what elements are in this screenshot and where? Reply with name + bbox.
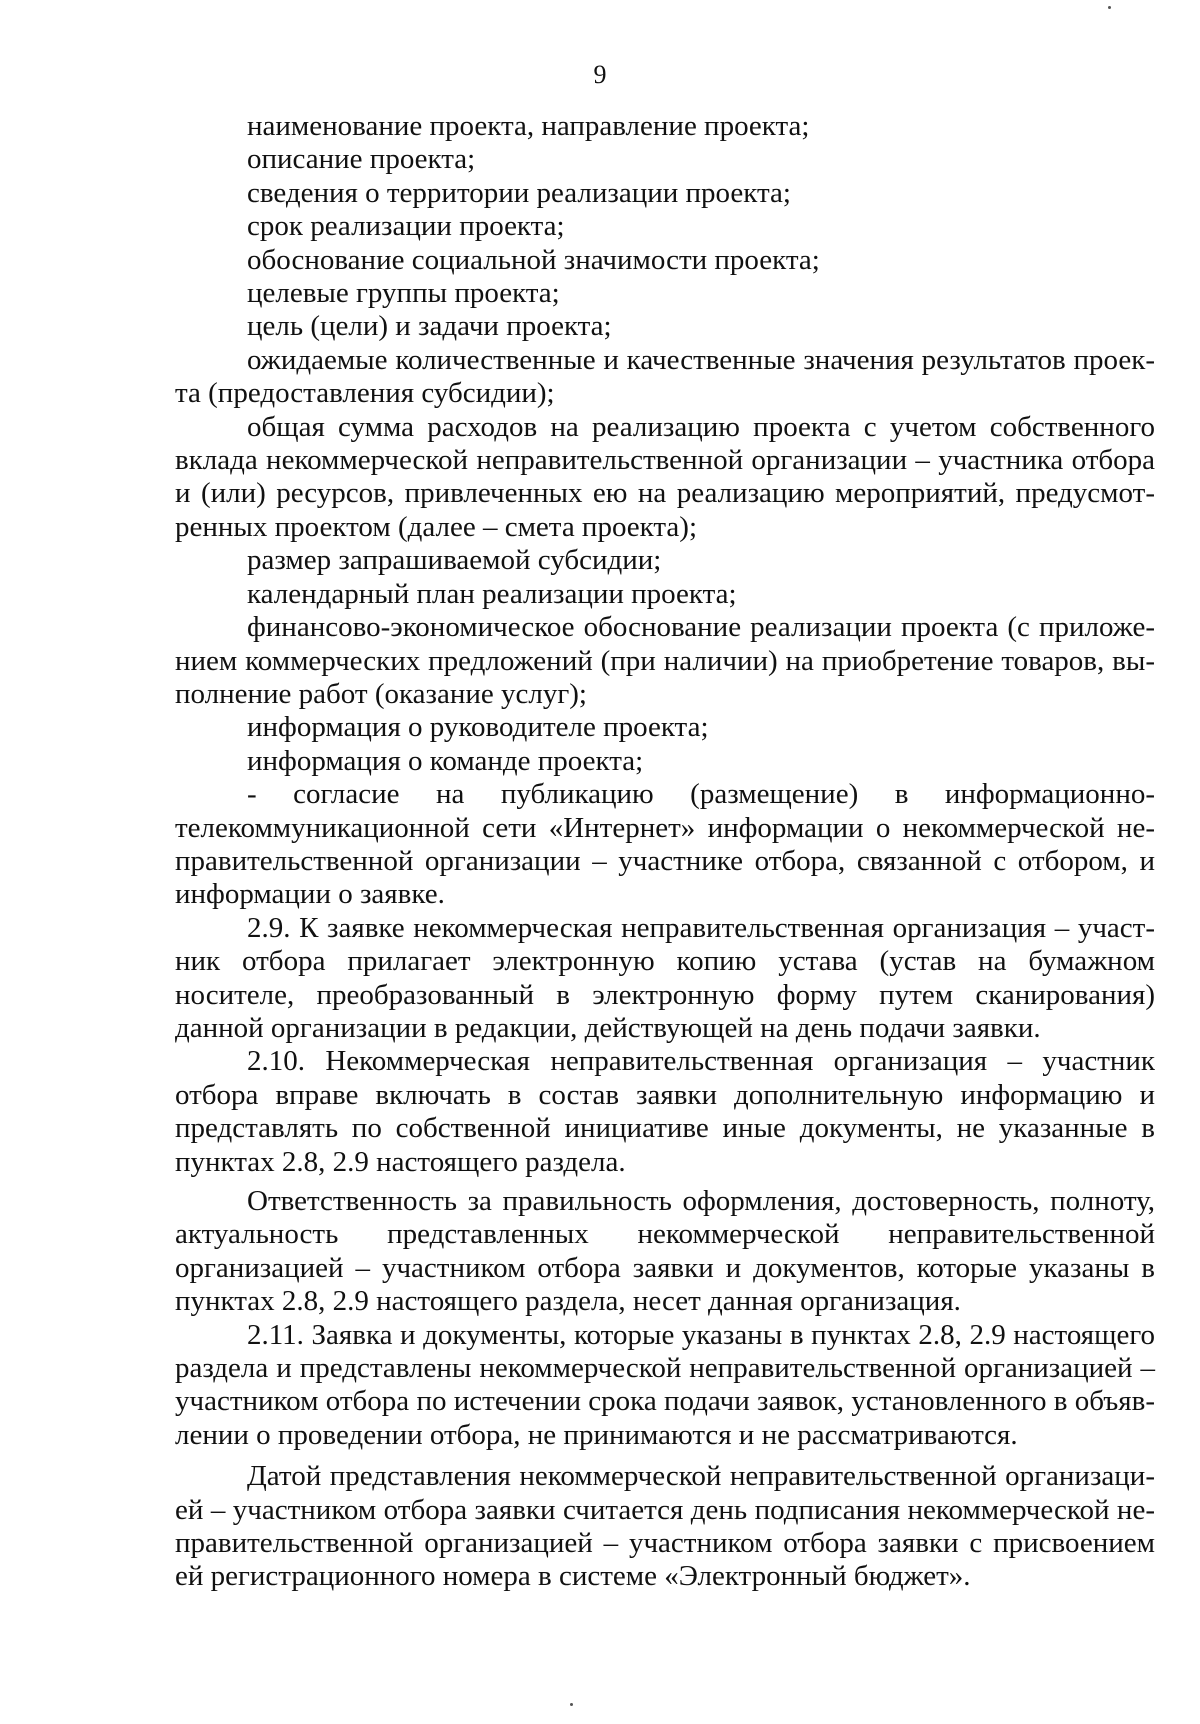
scan-speck [1108, 6, 1111, 9]
list-item-project-team: информация о команде проекта; [247, 744, 644, 777]
list-item-term: срок реализации проекта; [247, 210, 565, 243]
paragraph-2-9: 2.9. К заявке некоммерческая неправительственная организация – участник отбора прилагает электронную копию устава (устав на бумажном носителе, преобразованный в электронную форму путем сканирования) данной организации в редакции, действующей на день подачи заявки. [175, 911, 1155, 1044]
paragraph-2-10: 2.10. Некоммерческая неправительственная организация – участник отбора вправе включать в состав заявки дополнительную информацию и представлять по собственной инициативе иные документы, не указанные в пунктах 2.8, 2.9 настоящего раздела. [175, 1045, 1155, 1178]
scan-speck [570, 1703, 573, 1706]
list-item-project-name: наименование проекта, направление проекта; [247, 110, 810, 142]
paragraph-submission-date: Датой представления некоммерческой неправительственной организацией – участником отбора заявки считается день подписания некоммерческой неправительственной организацией – участником отбора заявки с присвоением ей регистрационного номера в системе «Электронный бюджет». [175, 1460, 1155, 1593]
list-item-social-significance: обоснование социальной значимости проекта; [247, 243, 820, 276]
paragraph-2-11: 2.11. Заявка и документы, которые указаны в пунктах 2.8, 2.9 настоящего раздела и представлены некоммерческой неправительственной организацией – участником отбора по истечении срока подачи заявок, установленного в объявлении о проведении отбора, не принимаются и не рассматриваются. [175, 1318, 1155, 1451]
document-body [175, 110, 1155, 1594]
list-item-financial-justification: финансово-экономическое обоснование реализации проекта (с приложением коммерческих предложений (при наличии) на приобретение товаров, выполнение работ (оказание услуг); [175, 611, 1155, 710]
list-item-total-budget: общая сумма расходов на реализацию проекта с учетом собственного вклада некоммерческой неправительственной организации – участника отбора и (или) ресурсов, привлеченных ею на реализацию мероприятий, предусмотренных проектом (далее – смета проекта); [175, 410, 1155, 543]
list-item-project-description: описание проекта; [247, 143, 476, 176]
list-item-territory: сведения о территории реализации проекта; [247, 176, 791, 209]
list-item-expected-results: ожидаемые количественные и качественные значения результатов проекта (предоставления субсидии); [175, 343, 1155, 410]
list-item-goals: цель (цели) и задачи проекта; [247, 310, 612, 343]
list-item-calendar-plan: календарный план реализации проекта; [247, 577, 737, 610]
list-item-target-groups: целевые группы проекта; [247, 277, 560, 310]
list-item-project-leader: информация о руководителе проекта; [247, 711, 709, 744]
paragraph-responsibility: Ответственность за правильность оформления, достоверность, полноту, актуальность представленных некоммерческой неправительственной организацией – участником отбора заявки и документов, которые указаны в пунктах 2.8, 2.9 настоящего раздела, несет данная организация. [175, 1185, 1155, 1318]
list-item-subsidy-amount: размер запрашиваемой субсидии; [247, 544, 662, 577]
page-number: 9 [593, 60, 607, 89]
list-item-publication-consent: - согласие на публикацию (размещение) в информационно-телекоммуникационной сети «Интернет» информации о некоммерческой неправительственной организации – участнике отбора, связанной с отбором, и информации о заявке. [175, 778, 1155, 911]
